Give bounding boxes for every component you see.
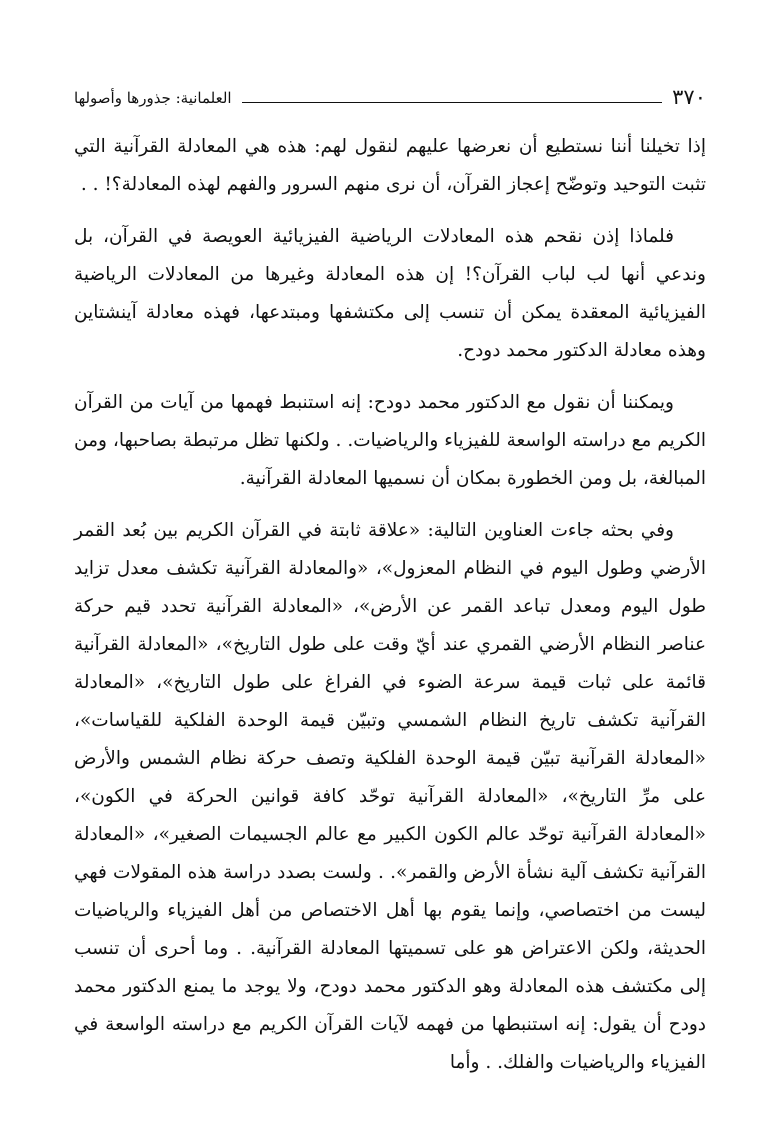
running-title: العلمانية: جذورها وأصولها (74, 89, 232, 107)
page-number: ٣٧٠ (672, 85, 706, 109)
paragraph-1: إذا تخيلنا أننا نستطيع أن نعرضها عليهم لنقول لهم: هذه هي المعادلة القرآنية التي تثبت التوحيد وتوضّح إعجاز القرآن، أن نرى منهم السرور والفهم لهذه المعادلة؟! . . (74, 136, 706, 195)
paragraph-3: ويمكننا أن نقول مع الدكتور محمد دودح: إنه استنبط فهمها من آيات من القرآن الكريم مع دراسته الواسعة للفيزياء والرياضيات. . ولكنها تظل مرتبطة بصاحبها، ومن المبالغة، بل ومن الخطورة بمكان أن نسميها المعادلة القرآنية. (74, 392, 706, 489)
running-header (74, 82, 706, 108)
paragraph-4: وفي بحثه جاءت العناوين التالية: «علاقة ثابتة في القرآن الكريم بين بُعد القمر الأرضي وطول اليوم في النظام المعزول»، «والمعادلة القرآنية تكشف معدل تزايد طول اليوم ومعدل تباعد القمر عن الأرض»، «المعادلة القرآنية تحدد قيم حركة عناصر النظام الأرضي القمري عند أيّ وقت على طول التاريخ»، «المعادلة القرآنية قائمة على ثبات قيمة سرعة الضوء في الفراغ على طول التاريخ»، «المعادلة القرآنية تكشف تاريخ النظام الشمسي وتبيّن قيمة الوحدة الفلكية للقياسات»، «المعادلة القرآنية تبيّن قيمة الوحدة الفلكية وتصف حركة نظام الشمس والأرض على مرِّ التاريخ»، «المعادلة القرآنية توحّد كافة قوانين الحركة في الكون»، «المعادلة القرآنية توحّد عالم الكون الكبير مع عالم الجسيمات الصغير»، «المعادلة القرآنية تكشف آلية نشأة الأرض والقمر». . ولست بصدد دراسة هذه المقولات فهي ليست من اختصاصي، وإنما يقوم بها أهل الاختصاص من أهل الفيزياء والرياضيات الحديثة، ولكن الاعتراض هو على تسميتها المعادلة القرآنية. . وما أحرى أن تنسب إلى مكتشف هذه المعادلة وهو الدكتور محمد دودح، ولا يوجد ما يمنع الدكتور محمد دودح أن يقول: إنه استنبطها من فهمه لآيات القرآن الكريم مع دراسته الواسعة في الفيزياء والرياضيات والفلك. . وأما (74, 520, 706, 1073)
body-text (74, 128, 706, 1082)
header-rule (242, 102, 663, 103)
paragraph-2: فلماذا إذن نقحم هذه المعادلات الرياضية الفيزيائية العويصة في القرآن، بل وندعي أنها لب لباب القرآن؟! إن هذه المعادلة وغيرها من المعادلات الرياضية الفيزيائية المعقدة يمكن أن تنسب إلى مكتشفها ومبتدعها، فهذه معادلة آينشتاين وهذه معادلة الدكتور محمد دودح. (74, 226, 706, 361)
